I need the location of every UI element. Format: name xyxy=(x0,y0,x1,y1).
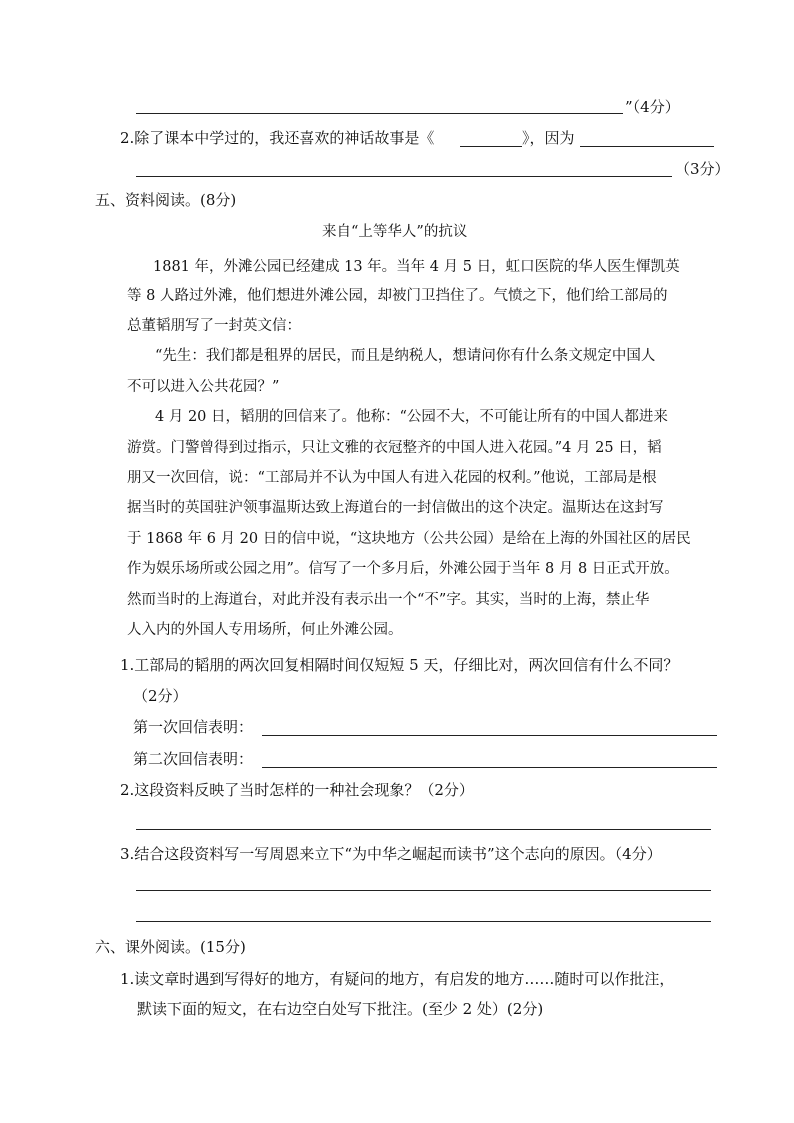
passage-line: 游赏。门警曾得到过指示，只让文雅的衣冠整齐的中国人进入花园。”4 月 25 日，韬 xyxy=(127,440,662,456)
answer-line[interactable] xyxy=(262,767,717,768)
question-text: 1.读文章时遇到写得好的地方，有疑问的地方，有启发的地方……随时可以作批注， xyxy=(120,970,675,988)
passage-line: 人入内的外国人专用场所，何止外滩公园。 xyxy=(127,622,403,638)
passage-title: 来自“上等华人”的抗议 xyxy=(322,224,468,240)
question-score: （2分） xyxy=(133,687,188,705)
passage-line: “先生：我们都是租界的居民，而且是纳税人，想请问你有什么条文规定中国人 xyxy=(155,348,656,364)
reason-blank[interactable] xyxy=(580,146,714,147)
question-text: 默读下面的短文，在右边空白处写下批注。(至少 2 处）(2分) xyxy=(137,1000,544,1018)
section-heading: 五、资料阅读。(8分) xyxy=(95,191,237,209)
question-text: 2.这段资料反映了当时怎样的一种社会现象？（2分） xyxy=(120,781,474,799)
answer-label: 第一次回信表明： xyxy=(133,718,254,736)
passage-line: 1881 年，外滩公园已经建成 13 年。当年 4 月 5 日，虹口医院的华人医生惲凯英 xyxy=(153,259,680,275)
section-heading: 六、课外阅读。(15分) xyxy=(95,938,246,956)
story-name-blank[interactable] xyxy=(460,146,522,147)
passage-line: 然而当时的上海道台，对此并没有表示出一个“不”字。其实，当时的上海，禁止华 xyxy=(127,592,650,608)
answer-line[interactable] xyxy=(136,890,711,891)
passage-line: 作为娱乐场所或公园之用”。信写了一个多月后，外滩公园于当年 8 月 8 日正式开放。 xyxy=(127,561,679,577)
answer-line[interactable] xyxy=(136,921,711,922)
passage-line: 朋又一次回信，说：“工部局并不认为中国人有进入花园的权利。”他说，工部局是根 xyxy=(127,470,657,486)
question-score: ”（4分） xyxy=(625,98,680,116)
passage-line: 据当时的英国驻沪领事温斯达致上海道台的一封信做出的这个决定。温斯达在这封写 xyxy=(127,500,664,516)
passage-line: 等 8 人路过外滩，他们想进外滩公园，却被门卫挡住了。气愤之下，他们给工部局的 xyxy=(127,288,668,304)
question-2-mid: 》，因为 xyxy=(522,129,575,147)
passage-line: 不可以进入公共花园？” xyxy=(127,379,280,395)
answer-line[interactable] xyxy=(136,829,711,830)
answer-line[interactable] xyxy=(136,176,672,177)
question-2-prefix: 2.除了课本中学过的，我还喜欢的神话故事是《 xyxy=(120,129,435,147)
question-score: （3分） xyxy=(675,160,730,178)
passage-line: 4 月 20 日，韬朋的回信来了。他称：“公园不大，不可能让所有的中国人都进来 xyxy=(155,409,668,425)
answer-line[interactable] xyxy=(262,735,717,736)
answer-label: 第二次回信表明： xyxy=(133,750,254,768)
passage-line: 于 1868 年 6 月 20 日的信中说，“这块地方（公共公园）是给在上海的外国社区的居民 xyxy=(127,531,691,547)
question-text: 1.工部局的韬朋的两次回复相隔时间仅短短 5 天，仔细比对，两次回信有什么不同？ xyxy=(120,656,679,674)
passage-line: 总董韬朋写了一封英文信： xyxy=(127,318,301,334)
answer-line[interactable] xyxy=(136,113,623,114)
question-text: 3.结合这段资料写一写周恩来立下“为中华之崛起而读书”这个志向的原因。（4分） xyxy=(120,845,662,863)
